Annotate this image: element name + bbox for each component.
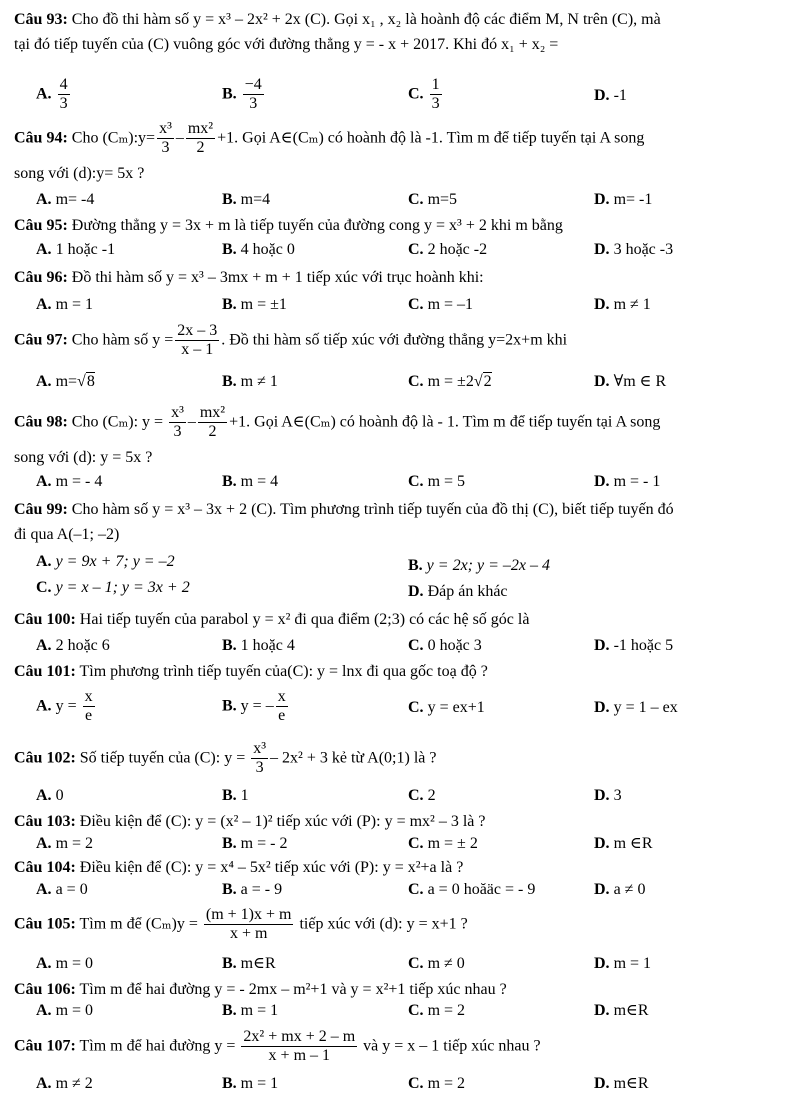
option-a: A. m ≠ 2 [36, 1075, 93, 1092]
options-107 [14, 1074, 788, 1096]
question-number: Câu 102: [14, 749, 76, 767]
question-106 [14, 980, 788, 999]
option-c: C. m = 2 [408, 1002, 466, 1019]
fraction: $\frac{(m + 1)x + m}{x + m}$ [205, 906, 292, 943]
option-d: D. Đáp án khác [408, 583, 508, 600]
option-a: A. m = 1 [36, 296, 94, 313]
fraction: $\frac{\text{mx²}}{2}$ [199, 404, 226, 441]
question-number: Câu 100: [14, 611, 76, 628]
question-97: Câu 97: Cho hàm số y = $\frac{2x - 3}{x - 1}$ . Đồ thi hàm số tiếp xúc với đường thẳng y=2x+m khi [14, 322, 568, 359]
question-98: Câu 98: Cho (Cₘ): y = $\frac{\text{x³}}{3}$ – $\frac{\text{mx²}}{2}$ +1. Gọi A∈(Cₘ) có hoành độ là - 1. Tìm m để tiếp tuyến tại A song song với (d): y = 5x ? [14, 404, 661, 466]
options-99-row2 [14, 578, 788, 600]
option-c: C. m = ± 2 [408, 835, 478, 852]
option-d: D. m = 1 [594, 955, 652, 972]
option-a: A. m = 0 [36, 955, 94, 972]
option-c: C. m = 5 [408, 473, 466, 490]
question-stem: Hai tiếp tuyến của parabol y = x² đi qua điểm (2;3) có các hệ số góc là [79, 611, 530, 628]
question-103 [14, 812, 788, 831]
option-d: D. m ∈R [594, 835, 653, 852]
options-96 [14, 295, 788, 317]
option-a: A. y = $\frac{x}{e}$ [36, 688, 93, 725]
option-b: B. a = - 9 [222, 881, 283, 898]
question-number: Câu 107: [14, 1037, 76, 1055]
option-a: A. m=√8 [36, 373, 95, 390]
option-b: B. y = – $\frac{x}{e}$ [222, 688, 286, 725]
option-d: D. m∈R [594, 1075, 649, 1092]
option-a: A. m = - 4 [36, 473, 103, 490]
question-95 [14, 216, 788, 235]
option-b: B. m = - 2 [222, 835, 288, 852]
question-number: Câu 93: [14, 11, 68, 28]
question-stem: Cho hàm số y = x³ – 3x + 2 (C). Tìm phương trình tiếp tuyến của đồ thị (C), biết tiếp tuyến đó [71, 501, 674, 518]
fraction: $\frac{2x - 3}{x - 1}$ [177, 322, 218, 359]
question-stem: Tìm m để hai đường y = - 2mx – m²+1 và y = x²+1 tiếp xúc nhau ? [79, 981, 507, 998]
options-102 [14, 786, 788, 808]
option-c: C. y = x – 1; y = 3x + 2 [36, 579, 190, 596]
option-b: B. m = 1 [222, 1075, 279, 1092]
option-b: B. m∈R [222, 955, 276, 972]
option-d: D. m ≠ 1 [594, 296, 651, 313]
options-104 [14, 880, 788, 902]
question-number: Câu 101: [14, 663, 76, 680]
option-b: B. m=4 [222, 191, 271, 208]
option-c: C. 2 [408, 787, 436, 804]
option-a: A. 0 [36, 787, 64, 804]
question-stem: Điều kiện để (C): y = x⁴ – 5x² tiếp xúc với (P): y = x²+a là ? [79, 859, 464, 876]
question-107: Câu 107: Tìm m để hai đường y = $\frac{\text{2x² + mx + 2 – m}}{x + m - 1}$ và y = x – 1 tiếp xúc nhau ? [14, 1028, 541, 1065]
question-number: Câu 98: [14, 413, 68, 431]
option-c: C. m = 2 [408, 1075, 466, 1092]
options-94 [14, 190, 788, 212]
option-d: D. m∈R [594, 1002, 649, 1019]
option-b: B. 1 hoặc 4 [222, 637, 295, 654]
fraction: $\frac{\text{mx²}}{2}$ [187, 120, 214, 157]
option-b: B. m = 4 [222, 473, 279, 490]
option-a: A. m = 0 [36, 1002, 94, 1019]
question-number: Câu 104: [14, 859, 76, 876]
option-a: A. 1 hoặc -1 [36, 241, 116, 258]
options-101 [14, 688, 788, 732]
fraction: $\frac{\text{x³}}{3}$ [171, 404, 184, 441]
question-stem: Đồ thi hàm số y = x³ – 3mx + m + 1 tiếp xúc với trục hoành khi: [71, 269, 484, 286]
option-c: C. $\frac{1}{3}$ [408, 76, 440, 113]
question-104 [14, 858, 788, 877]
option-c: C. m ≠ 0 [408, 955, 465, 972]
option-d: D. a ≠ 0 [594, 881, 646, 898]
option-b: B. m ≠ 1 [222, 373, 278, 390]
question-number: Câu 105: [14, 915, 76, 933]
option-a: A. $\frac{4}{3}$ [36, 76, 68, 113]
option-c: C. m = –1 [408, 296, 474, 313]
option-d: D. -1 [594, 87, 627, 104]
option-a: A. m = 2 [36, 835, 94, 852]
option-d: D. m= -1 [594, 191, 653, 208]
option-c: C. 0 hoặc 3 [408, 637, 482, 654]
option-b: B. m = 1 [222, 1002, 279, 1019]
options-95 [14, 240, 788, 262]
question-100 [14, 610, 788, 629]
question-105: Câu 105: Tìm m để (Cₘ)y = $\frac{(m + 1)x + m}{x + m}$ tiếp xúc với (d): y = x+1 ? [14, 906, 468, 943]
option-b: B. $\frac{-4}{3}$ [222, 76, 262, 113]
option-d: D. y = 1 – ex [594, 699, 678, 716]
option-a: A. m= -4 [36, 191, 95, 208]
options-105 [14, 954, 788, 976]
option-b: B. 1 [222, 787, 249, 804]
question-stem: Đường thẳng y = 3x + m là tiếp tuyến của đường cong y = x³ + 2 khi m bằng [71, 217, 563, 234]
option-c: C. a = 0 hoăäc = - 9 [408, 881, 536, 898]
options-98 [14, 472, 788, 494]
options-103 [14, 834, 788, 856]
question-number: Câu 94: [14, 129, 68, 147]
options-106 [14, 1001, 788, 1023]
fraction: $\frac{\text{x³}}{3}$ [253, 740, 267, 777]
options-100 [14, 636, 788, 658]
option-a: A. a = 0 [36, 881, 88, 898]
question-number: Câu 103: [14, 813, 76, 830]
question-94: Câu 94: Cho (Cₘ):y= $\frac{\text{x³}}{3}$ – $\frac{\text{mx²}}{2}$ +1. Gọi A∈(Cₘ) có hoành độ là -1. Tìm m để tiếp tuyến tại A song song với (d):y= 5x ? [14, 120, 645, 182]
option-d: D. m = - 1 [594, 473, 661, 490]
options-99-row1 [14, 552, 788, 574]
question-96 [14, 268, 788, 287]
option-b: B. m = ±1 [222, 296, 287, 313]
option-a: A. 2 hoặc 6 [36, 637, 110, 654]
question-stem: Điều kiện để (C): y = (x² – 1)² tiếp xúc với (P): y = mx² – 3 là ? [79, 813, 486, 830]
question-stem: Cho đồ thi hàm số y = x³ – 2x² + 2x (C). Gọi x₁ , x₂ là hoành độ các điểm M, N trên (C), mà [71, 11, 661, 28]
question-99: Câu 99: Cho hàm số y = x³ – 3x + 2 (C). Tìm phương trình tiếp tuyến của đồ thị (C), biết tiếp tuyến đó đi qua A(–1; –2) [14, 501, 674, 544]
question-stem: Tìm phương trình tiếp tuyến của(C): y = lnx đi qua gốc toạ độ ? [79, 663, 488, 680]
option-c: C. m=5 [408, 191, 458, 208]
question-number: Câu 96: [14, 269, 68, 286]
fraction: $\frac{\text{x³}}{3}$ [159, 120, 172, 157]
option-d: D. -1 hoặc 5 [594, 637, 674, 654]
options-93 [14, 76, 788, 113]
question-number: Câu 95: [14, 217, 68, 234]
option-d: D. ∀m ∈ R [594, 373, 667, 390]
question-number: Câu 99: [14, 501, 68, 518]
option-c: C. 2 hoặc -2 [408, 241, 488, 258]
option-c: C. y = ex+1 [408, 699, 485, 716]
option-a: A. y = 9x + 7; y = –2 [36, 553, 175, 570]
options-97 [14, 372, 788, 394]
question-stem: tại đó tiếp tuyến của (C) vuông góc với đường thẳng y = - x + 2017. Khi đó x₁ + x₂ = [14, 36, 559, 54]
question-93 [14, 10, 788, 54]
question-101 [14, 662, 788, 681]
option-b: B. y = 2x; y = –2x – 4 [408, 557, 550, 574]
question-102: Câu 102: Số tiếp tuyến của (C): y = $\frac{\text{x³}}{3}$ – 2x² + 3 kẻ từ A(0;1) là ? [14, 740, 437, 777]
option-d: D. 3 [594, 787, 622, 804]
question-number: Câu 97: [14, 331, 68, 349]
option-d: D. 3 hoặc -3 [594, 241, 674, 258]
option-b: B. 4 hoặc 0 [222, 241, 295, 258]
fraction: $\frac{\text{2x² + mx + 2 – m}}{x + m - 1}$ [243, 1028, 356, 1065]
option-c: C. m = ±2√2 [408, 373, 492, 390]
question-number: Câu 106: [14, 981, 76, 998]
